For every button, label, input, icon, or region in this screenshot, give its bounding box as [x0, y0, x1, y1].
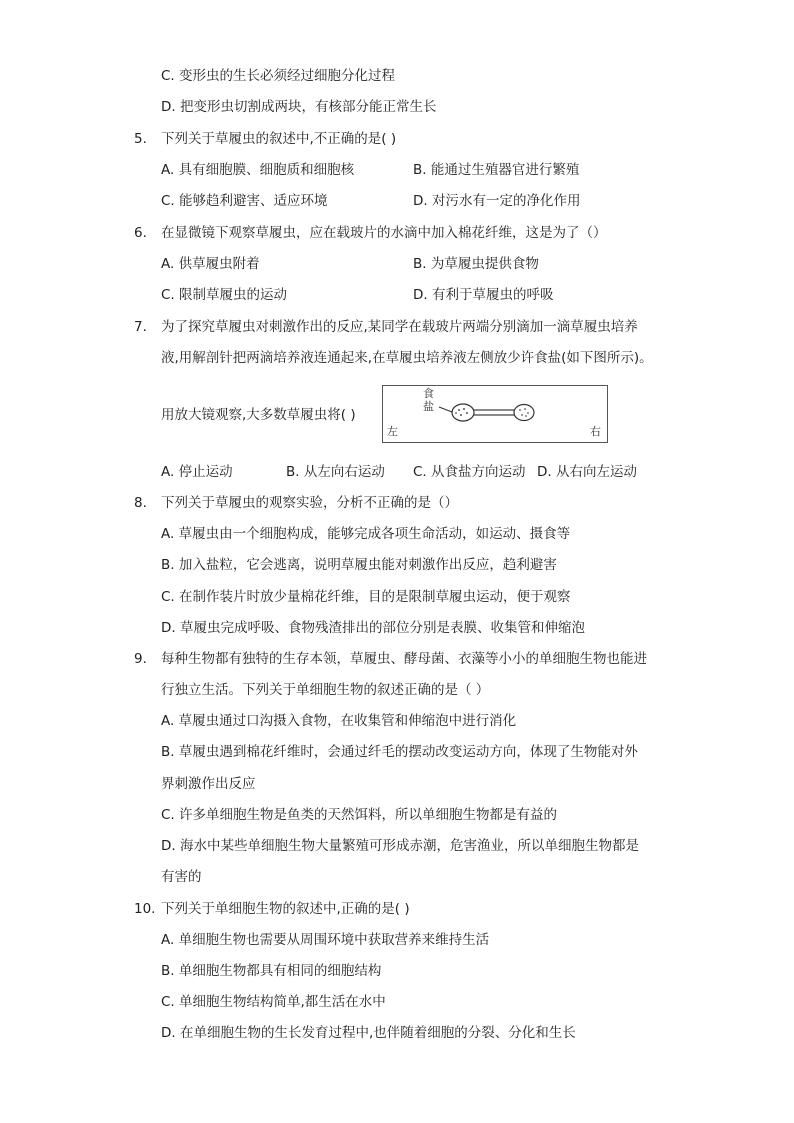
- q6-option-a: A. 供草履虫附着: [161, 256, 260, 272]
- left-label: 左: [387, 425, 398, 438]
- q6-stem: 在显微镜下观察草履虫，应在载玻片的水滴中加入棉花纤维，这是为了（）: [161, 225, 607, 241]
- slide-diagram: [383, 386, 607, 442]
- q9-option-c: C. 许多单细胞生物是鱼类的天然饵料，所以单细胞生物都是有益的: [161, 807, 558, 823]
- q9-option-b-line2: 界刺激作出反应: [161, 776, 256, 792]
- q8-option-b: B. 加入盐粒，它会逃离，说明草履虫能对刺激作出反应，趋利避害: [161, 557, 557, 573]
- q9-number: 9.: [134, 651, 147, 667]
- salt-pointer-line: [439, 407, 452, 412]
- q7-option-b: B. 从左向右运动: [286, 464, 385, 480]
- q9-option-a: A. 草履虫通过口沟摄入食物，在收集管和伸缩泡中进行消化: [161, 713, 517, 729]
- q9-stem-line2: 行独立生活。下列关于单细胞生物的叙述正确的是（ ）: [161, 682, 490, 698]
- q5-option-b: B. 能通过生殖器官进行繁殖: [413, 162, 580, 178]
- q7-stem-line1: 为了探究草履虫对刺激作出的反应,某同学在载玻片两端分别滴加一滴草履虫培养: [161, 319, 638, 335]
- salt-label-bottom: 盐: [423, 400, 434, 413]
- q6-option-d: D. 有利于草履虫的呼吸: [413, 287, 554, 303]
- q6-option-c: C. 限制草履虫的运动: [161, 287, 288, 303]
- q10-option-c: C. 单细胞生物结构简单,都生活在水中: [161, 994, 386, 1010]
- q8-option-c: C. 在制作装片时放少量棉花纤维，目的是限制草履虫运动，便于观察: [161, 589, 571, 605]
- q7-option-c: C. 从食盐方向运动: [413, 464, 526, 480]
- q6-option-b: B. 为草履虫提供食物: [413, 256, 539, 272]
- q10-option-a: A. 单细胞生物也需要从周围环境中获取营养来维持生活: [161, 932, 490, 948]
- q7-stem-line3: 用放大镜观察,大多数草履虫将( ): [161, 407, 356, 423]
- q7-option-d: D. 从右向左运动: [537, 464, 637, 480]
- q5-stem: 下列关于草履虫的叙述中,不正确的是( ): [161, 131, 397, 147]
- right-label: 右: [590, 425, 601, 438]
- q7-option-a: A. 停止运动: [161, 464, 233, 480]
- q10-option-b: B. 单细胞生物都具有相同的细胞结构: [161, 963, 382, 979]
- q8-number: 8.: [134, 495, 147, 511]
- q9-option-d-line1: D. 海水中某些单细胞生物大量繁殖可形成赤潮，危害渔业，所以单细胞生物都是: [161, 838, 639, 854]
- q4-option-c: C. 变形虫的生长必须经过细胞分化过程: [161, 68, 396, 84]
- q9-option-b-line1: B. 草履虫遇到棉花纤维时，会通过纤毛的摆动改变运动方向，体现了生物能对外: [161, 744, 638, 760]
- salt-label-top: 食: [423, 387, 434, 400]
- salt-experiment-figure: [382, 385, 608, 443]
- q5-option-a: A. 具有细胞膜、细胞质和细胞核: [161, 162, 355, 178]
- q6-number: 6.: [134, 225, 147, 241]
- q8-stem: 下列关于草履虫的观察实验，分析不正确的是（）: [161, 495, 458, 511]
- q8-option-d: D. 草履虫完成呼吸、食物残渣排出的部位分别是表膜、收集管和伸缩泡: [161, 620, 585, 636]
- q5-option-d: D. 对污水有一定的净化作用: [413, 193, 581, 209]
- q7-stem-line2: 液,用解剖针把两滴培养液连通起来,在草履虫培养液左侧放少许食盐(如下图所示)。: [161, 350, 653, 366]
- right-drop: [514, 405, 534, 421]
- q5-option-c: C. 能够趋利避害、适应环境: [161, 193, 328, 209]
- q8-option-a: A. 草履虫由一个细胞构成，能够完成各项生命活动，如运动、摄食等: [161, 526, 571, 542]
- q5-number: 5.: [134, 131, 147, 147]
- q10-number: 10.: [134, 901, 156, 917]
- q9-stem-line1: 每种生物都有独特的生存本领，草履虫、酵母菌、衣藻等小小的单细胞生物也能进: [161, 651, 647, 667]
- q7-number: 7.: [134, 319, 147, 335]
- q10-stem: 下列关于单细胞生物的叙述中,正确的是( ): [161, 901, 410, 917]
- q9-option-d-line2: 有害的: [161, 869, 202, 885]
- q10-option-d: D. 在单细胞生物的生长发育过程中,也伴随着细胞的分裂、分化和生长: [161, 1025, 576, 1041]
- q4-option-d: D. 把变形虫切割成两块，有核部分能正常生长: [161, 99, 437, 115]
